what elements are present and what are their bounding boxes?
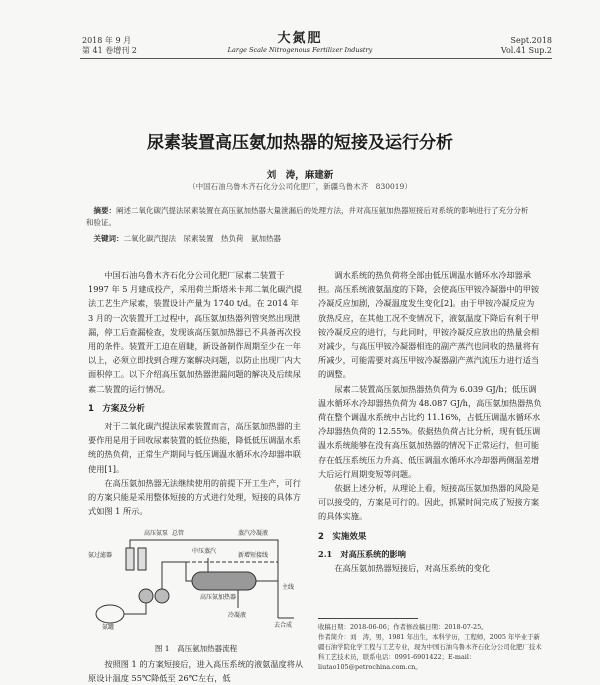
label-medium-pressure-steam: 中压蒸汽 bbox=[192, 548, 217, 556]
section-1-paragraph-2: 在高压氨加热器无法继续使用的前提下开工生产，可行的方案只能是采用整体短接的方式进行处理，短接的具体方式如图 1 所示。 bbox=[88, 477, 301, 517]
flow-diagram bbox=[88, 522, 304, 640]
intro-paragraph: 中国石油乌鲁木齐石化分公司化肥厂尿素二装置于 1997 年 5 月建成投产，采用荷兰斯塔米卡邦二氧化碳汽提法工艺生产尿素，装置设计产量为 1740 t/d。在 2014 年 3 月的一次装置开工过程中，高压氨加热器列管突然出现泄漏，停工后查漏检查，发现该高压氨加热器已不具备再次投用的条件。装置开工迫在眉睫，新设备制作周期至少在一年以上，必须立即找到合理方案解决问题，以防止出现厂内大面积停工。以下介绍高压氨加热器泄漏问题的解决及后续尿素二装置的运行情况。 bbox=[88, 270, 302, 394]
filter-shape bbox=[126, 548, 134, 570]
right-paragraph-1: 调水系统的热负荷将全部由低压调温水循环水冷却器承担。高压系统液氨温度的下降，会使高压甲铵冷凝器中的甲铵冷凝反应加剧，冷凝温度发生变化[2]。由于甲铵冷凝反应为放热反应，在其他工况不变情况下，液氨温度下降后有利于甲铵冷凝反应的进行，与此同时，甲铵冷凝反应放出的热量会相对减少，与高压甲铵冷凝器相连的副产蒸汽也同收的热量将有所减少，可能需要对高压甲铵冷凝器副产蒸汽流压力进行适当的调整。 bbox=[318, 270, 540, 380]
journal-logo: 大氮肥 bbox=[277, 31, 323, 46]
left-column bbox=[88, 268, 304, 685]
pump-shape bbox=[139, 589, 153, 603]
label-to-synthesis: 去合成 bbox=[274, 622, 293, 630]
bottom-paragraph: 按照图 1 的方案短接后，进入高压系统的液氨温度将从原设计温度 55℃降低至 26℃左右，低 bbox=[88, 658, 304, 683]
footnote bbox=[318, 622, 544, 672]
abstract-label: 摘要： bbox=[93, 206, 116, 215]
ammonia-tank-shape bbox=[96, 605, 124, 623]
label-hp-ammonia-pump: 高压氨泵 bbox=[144, 530, 169, 538]
section-2-1-paragraph-1: 在高压氨加热器短接后，对高压系统的变化 bbox=[334, 563, 490, 574]
section-1-title: 1 方案及分析 bbox=[88, 403, 145, 414]
article-affiliation: （中国石油乌鲁木齐石化分公司化肥厂，新疆乌鲁木齐 830019） bbox=[188, 182, 412, 191]
label-header-pipe: 总管 bbox=[172, 530, 185, 538]
journal-english-name: Large Scale Nitrogenous Fertilizer Industry bbox=[227, 46, 373, 54]
header-date: 2018 年 9 月 bbox=[82, 36, 132, 45]
keywords-label: 关键词： bbox=[93, 234, 124, 243]
keywords bbox=[86, 233, 532, 245]
label-main-line: 主线 bbox=[282, 584, 295, 592]
pipe-tank-pump bbox=[124, 603, 146, 614]
section-2-title: 2 实施效果 bbox=[318, 531, 367, 542]
footnote-received: 收稿日期：2018-06-06；作者修改稿日期：2018-07-25。 bbox=[318, 623, 488, 631]
heater-shape bbox=[192, 572, 256, 590]
abstract bbox=[86, 205, 532, 229]
header-divider bbox=[80, 58, 552, 59]
label-condensate: 冷凝液 bbox=[228, 612, 247, 620]
label-hp-ammonia-heater: 高压氨加热器 bbox=[200, 594, 237, 602]
label-ammonia-filter: 氨过滤器 bbox=[88, 552, 113, 560]
label-steam-condensate: 蒸汽冷凝液 bbox=[238, 530, 269, 538]
header-volume-en: Vol.41 Sup.2 bbox=[500, 46, 552, 55]
filter-shape-2 bbox=[138, 548, 146, 570]
right-paragraph-3: 依据上述分析，从理论上看，短接高压氨加热器的风险是可以接受的，方案是可行的。因此，抓紧时间完成了短接方案的具体实施。 bbox=[318, 483, 540, 522]
article-title: 尿素装置高压氨加热器的短接及运行分析 bbox=[147, 133, 453, 153]
pump-shape-2 bbox=[155, 589, 169, 603]
header-date-en: Sept.2018 bbox=[510, 36, 552, 45]
abstract-text: 阐述二氧化碳汽提法尿素装置在高压氨加热器大量泄漏后的处理方法，并对高压氨加热器短接后对系统的影响进行了充分分析和验证。 bbox=[86, 206, 529, 227]
header-issue-en bbox=[501, 36, 552, 56]
article-authors: 刘 涛，麻建新 bbox=[266, 170, 334, 181]
pipe-to-heater bbox=[162, 562, 192, 589]
section-1-paragraph-1: 对于二氧化碳汽提法尿素装置而言，高压氨加热器的主要作用是用于回收尿素装置的低位热能，降低低压调温水系统的热负荷，正常生产期间与低压调温水循环水冷却器串联使用[1]。 bbox=[88, 421, 301, 474]
right-column bbox=[318, 268, 542, 575]
section-2-1-title: 2.1 对高压系统的影响 bbox=[318, 548, 406, 559]
label-new-bypass-line: 新增短接线 bbox=[238, 552, 269, 560]
keywords-text: 二氧化碳汽提法 尿素装置 热负荷 氨加热器 bbox=[123, 234, 281, 243]
label-ammonia-tank: 氨罐 bbox=[102, 624, 115, 632]
footnote-divider bbox=[318, 618, 418, 619]
journal-masthead bbox=[200, 32, 400, 54]
figure-1-caption: 图 1 高压氨加热器流程 bbox=[154, 644, 238, 654]
header-volume: 第 41 卷增刊 2 bbox=[82, 46, 137, 55]
header-issue bbox=[82, 36, 137, 56]
figure-1 bbox=[88, 522, 304, 640]
footnote-author-bio: 作者简介：刘 涛，男，1981 年出生，本科学历，工程师，2005 年毕业于新疆石油学院化学工程与工艺专业，现为中国石油乌鲁木齐石化分公司化肥厂技术科工艺技术员，联系电话：0991-6901422；E-mail：liutao105@petrochina.com.cn。 bbox=[318, 633, 542, 671]
right-paragraph-2: 尿素二装置高压氨加热器热负荷为 6.039 GJ/h；低压调温水循环水冷却器热负荷为 48.087 GJ/h，高压氨加热器热负荷在整个调温水系统中占比约 11.16%，占低压调温水循环水冷却器热负荷的 12.55%。依据热负荷占比分析，现有低压调温水系统能够在没有高压氨加热器的情况下正常运行，但可能存在低压系统压力升高、低压调温水循环水冷却器两侧温差增大后运行周期变短等问题。 bbox=[318, 383, 542, 479]
